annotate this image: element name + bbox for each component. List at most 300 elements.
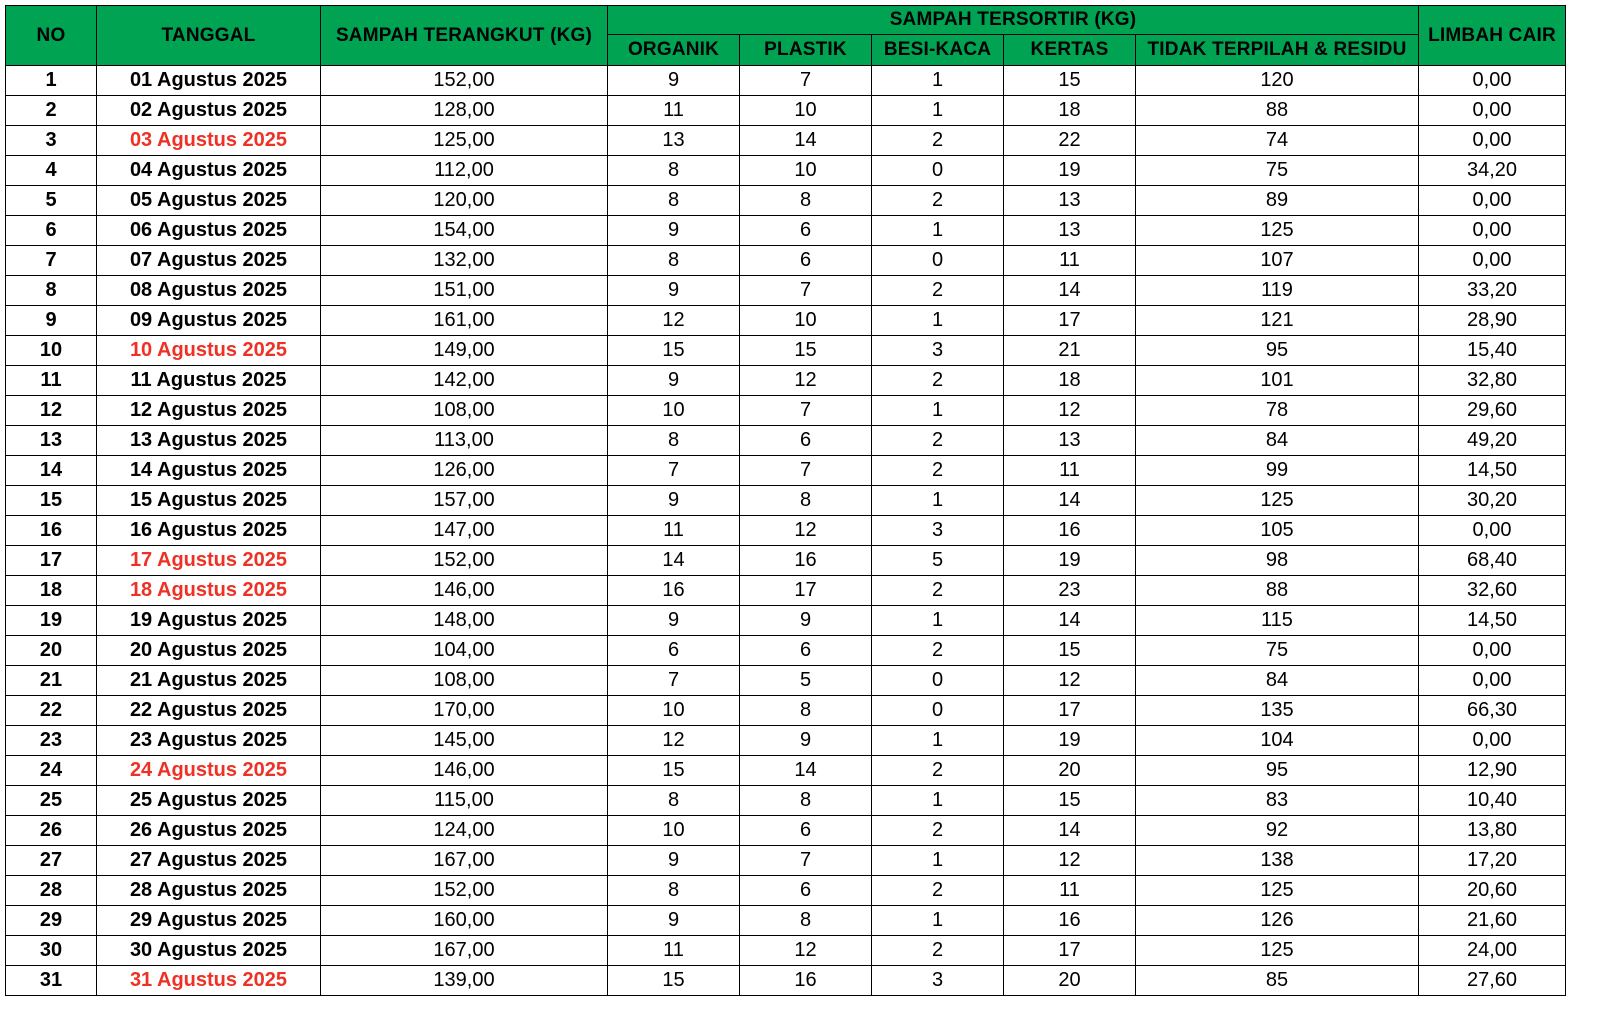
- cell-kertas: 23: [1004, 576, 1136, 606]
- cell-kertas: 15: [1004, 66, 1136, 96]
- cell-plastik: 8: [740, 186, 872, 216]
- cell-no: 23: [6, 726, 97, 756]
- cell-terangkut: 132,00: [321, 246, 608, 276]
- header-besi-kaca: BESI-KACA: [872, 35, 1004, 66]
- cell-no: 17: [6, 546, 97, 576]
- cell-residu: 104: [1136, 726, 1419, 756]
- cell-kertas: 20: [1004, 756, 1136, 786]
- cell-plastik: 6: [740, 426, 872, 456]
- cell-terangkut: 142,00: [321, 366, 608, 396]
- table-row: [6, 576, 1566, 606]
- cell-kertas: 15: [1004, 636, 1136, 666]
- cell-terangkut: 108,00: [321, 666, 608, 696]
- cell-plastik: 12: [740, 516, 872, 546]
- cell-kertas: 17: [1004, 696, 1136, 726]
- cell-plastik: 8: [740, 786, 872, 816]
- cell-no: 11: [6, 366, 97, 396]
- header-tanggal: TANGGAL: [97, 6, 321, 66]
- cell-residu: 125: [1136, 216, 1419, 246]
- cell-limbah-cair: 21,60: [1419, 906, 1566, 936]
- cell-residu: 78: [1136, 396, 1419, 426]
- cell-plastik: 7: [740, 456, 872, 486]
- table-row: [6, 966, 1566, 996]
- cell-besi-kaca: 1: [872, 96, 1004, 126]
- cell-limbah-cair: 0,00: [1419, 96, 1566, 126]
- cell-terangkut: 160,00: [321, 906, 608, 936]
- cell-besi-kaca: 2: [872, 636, 1004, 666]
- cell-kertas: 11: [1004, 456, 1136, 486]
- cell-kertas: 19: [1004, 156, 1136, 186]
- cell-limbah-cair: 28,90: [1419, 306, 1566, 336]
- cell-plastik: 6: [740, 216, 872, 246]
- table-row: [6, 726, 1566, 756]
- cell-organik: 15: [608, 756, 740, 786]
- cell-terangkut: 124,00: [321, 816, 608, 846]
- header-plastik: PLASTIK: [740, 35, 872, 66]
- cell-limbah-cair: 0,00: [1419, 726, 1566, 756]
- table-row: [6, 366, 1566, 396]
- cell-limbah-cair: 33,20: [1419, 276, 1566, 306]
- cell-plastik: 8: [740, 486, 872, 516]
- cell-kertas: 19: [1004, 726, 1136, 756]
- cell-tanggal: 03 Agustus 2025: [97, 126, 321, 156]
- table-row: [6, 606, 1566, 636]
- cell-organik: 6: [608, 636, 740, 666]
- cell-tanggal: 12 Agustus 2025: [97, 396, 321, 426]
- cell-no: 22: [6, 696, 97, 726]
- cell-organik: 16: [608, 576, 740, 606]
- table-row: [6, 666, 1566, 696]
- cell-residu: 74: [1136, 126, 1419, 156]
- cell-limbah-cair: 17,20: [1419, 846, 1566, 876]
- cell-no: 5: [6, 186, 97, 216]
- cell-tanggal: 13 Agustus 2025: [97, 426, 321, 456]
- cell-terangkut: 161,00: [321, 306, 608, 336]
- table-row: [6, 216, 1566, 246]
- cell-tanggal: 17 Agustus 2025: [97, 546, 321, 576]
- cell-plastik: 6: [740, 636, 872, 666]
- cell-kertas: 18: [1004, 96, 1136, 126]
- cell-limbah-cair: 24,00: [1419, 936, 1566, 966]
- cell-besi-kaca: 0: [872, 666, 1004, 696]
- cell-organik: 10: [608, 696, 740, 726]
- cell-plastik: 10: [740, 96, 872, 126]
- table-row: [6, 126, 1566, 156]
- cell-organik: 9: [608, 276, 740, 306]
- cell-tanggal: 23 Agustus 2025: [97, 726, 321, 756]
- cell-no: 29: [6, 906, 97, 936]
- cell-besi-kaca: 1: [872, 786, 1004, 816]
- cell-limbah-cair: 0,00: [1419, 216, 1566, 246]
- cell-residu: 138: [1136, 846, 1419, 876]
- cell-no: 7: [6, 246, 97, 276]
- cell-organik: 12: [608, 306, 740, 336]
- cell-terangkut: 125,00: [321, 126, 608, 156]
- cell-no: 3: [6, 126, 97, 156]
- cell-tanggal: 18 Agustus 2025: [97, 576, 321, 606]
- cell-organik: 8: [608, 876, 740, 906]
- cell-residu: 95: [1136, 336, 1419, 366]
- cell-residu: 75: [1136, 156, 1419, 186]
- cell-terangkut: 146,00: [321, 756, 608, 786]
- table-body: [6, 66, 1566, 996]
- cell-kertas: 18: [1004, 366, 1136, 396]
- cell-organik: 14: [608, 546, 740, 576]
- table-row: [6, 936, 1566, 966]
- table-row: [6, 786, 1566, 816]
- header-sampah-tersortir: SAMPAH TERSORTIR (KG): [608, 6, 1419, 35]
- cell-limbah-cair: 49,20: [1419, 426, 1566, 456]
- cell-organik: 10: [608, 396, 740, 426]
- cell-terangkut: 120,00: [321, 186, 608, 216]
- cell-residu: 115: [1136, 606, 1419, 636]
- cell-terangkut: 170,00: [321, 696, 608, 726]
- cell-terangkut: 167,00: [321, 936, 608, 966]
- cell-tanggal: 22 Agustus 2025: [97, 696, 321, 726]
- cell-residu: 84: [1136, 426, 1419, 456]
- table-row: [6, 186, 1566, 216]
- table-row: [6, 486, 1566, 516]
- cell-residu: 88: [1136, 576, 1419, 606]
- cell-no: 6: [6, 216, 97, 246]
- cell-limbah-cair: 14,50: [1419, 456, 1566, 486]
- table-row: [6, 66, 1566, 96]
- cell-terangkut: 145,00: [321, 726, 608, 756]
- cell-limbah-cair: 0,00: [1419, 666, 1566, 696]
- cell-tanggal: 10 Agustus 2025: [97, 336, 321, 366]
- cell-tanggal: 16 Agustus 2025: [97, 516, 321, 546]
- cell-no: 26: [6, 816, 97, 846]
- cell-plastik: 14: [740, 126, 872, 156]
- cell-organik: 8: [608, 246, 740, 276]
- cell-no: 21: [6, 666, 97, 696]
- cell-organik: 13: [608, 126, 740, 156]
- cell-plastik: 5: [740, 666, 872, 696]
- cell-no: 19: [6, 606, 97, 636]
- cell-no: 2: [6, 96, 97, 126]
- cell-limbah-cair: 0,00: [1419, 186, 1566, 216]
- cell-besi-kaca: 5: [872, 546, 1004, 576]
- cell-plastik: 16: [740, 966, 872, 996]
- cell-limbah-cair: 30,20: [1419, 486, 1566, 516]
- cell-tanggal: 15 Agustus 2025: [97, 486, 321, 516]
- cell-organik: 9: [608, 216, 740, 246]
- cell-residu: 101: [1136, 366, 1419, 396]
- table-row: [6, 636, 1566, 666]
- cell-kertas: 17: [1004, 936, 1136, 966]
- cell-residu: 125: [1136, 486, 1419, 516]
- cell-no: 13: [6, 426, 97, 456]
- cell-terangkut: 152,00: [321, 876, 608, 906]
- cell-plastik: 14: [740, 756, 872, 786]
- cell-besi-kaca: 1: [872, 906, 1004, 936]
- cell-tanggal: 06 Agustus 2025: [97, 216, 321, 246]
- cell-kertas: 13: [1004, 216, 1136, 246]
- cell-limbah-cair: 10,40: [1419, 786, 1566, 816]
- table-row: [6, 396, 1566, 426]
- cell-residu: 126: [1136, 906, 1419, 936]
- cell-no: 31: [6, 966, 97, 996]
- cell-kertas: 13: [1004, 426, 1136, 456]
- cell-besi-kaca: 0: [872, 696, 1004, 726]
- cell-tanggal: 24 Agustus 2025: [97, 756, 321, 786]
- cell-tanggal: 09 Agustus 2025: [97, 306, 321, 336]
- cell-tanggal: 05 Agustus 2025: [97, 186, 321, 216]
- cell-no: 24: [6, 756, 97, 786]
- cell-besi-kaca: 2: [872, 576, 1004, 606]
- cell-kertas: 14: [1004, 606, 1136, 636]
- cell-tanggal: 07 Agustus 2025: [97, 246, 321, 276]
- cell-no: 8: [6, 276, 97, 306]
- header-organik: ORGANIK: [608, 35, 740, 66]
- cell-kertas: 14: [1004, 486, 1136, 516]
- cell-besi-kaca: 0: [872, 246, 1004, 276]
- cell-besi-kaca: 2: [872, 126, 1004, 156]
- cell-no: 15: [6, 486, 97, 516]
- cell-residu: 105: [1136, 516, 1419, 546]
- cell-terangkut: 149,00: [321, 336, 608, 366]
- cell-tanggal: 20 Agustus 2025: [97, 636, 321, 666]
- cell-limbah-cair: 20,60: [1419, 876, 1566, 906]
- cell-limbah-cair: 29,60: [1419, 396, 1566, 426]
- cell-organik: 11: [608, 516, 740, 546]
- cell-no: 20: [6, 636, 97, 666]
- cell-plastik: 16: [740, 546, 872, 576]
- cell-organik: 7: [608, 456, 740, 486]
- cell-no: 27: [6, 846, 97, 876]
- table-row: [6, 96, 1566, 126]
- cell-terangkut: 108,00: [321, 396, 608, 426]
- table-row: [6, 156, 1566, 186]
- cell-no: 16: [6, 516, 97, 546]
- cell-no: 30: [6, 936, 97, 966]
- table-row: [6, 546, 1566, 576]
- cell-residu: 85: [1136, 966, 1419, 996]
- cell-besi-kaca: 1: [872, 306, 1004, 336]
- cell-terangkut: 126,00: [321, 456, 608, 486]
- cell-terangkut: 112,00: [321, 156, 608, 186]
- cell-besi-kaca: 2: [872, 456, 1004, 486]
- cell-organik: 8: [608, 156, 740, 186]
- cell-limbah-cair: 0,00: [1419, 246, 1566, 276]
- cell-kertas: 11: [1004, 876, 1136, 906]
- cell-limbah-cair: 32,60: [1419, 576, 1566, 606]
- cell-organik: 9: [608, 66, 740, 96]
- cell-plastik: 6: [740, 246, 872, 276]
- cell-terangkut: 104,00: [321, 636, 608, 666]
- cell-terangkut: 115,00: [321, 786, 608, 816]
- table-row: [6, 846, 1566, 876]
- cell-no: 28: [6, 876, 97, 906]
- cell-terangkut: 148,00: [321, 606, 608, 636]
- cell-residu: 107: [1136, 246, 1419, 276]
- header-kertas: KERTAS: [1004, 35, 1136, 66]
- cell-besi-kaca: 2: [872, 876, 1004, 906]
- cell-residu: 125: [1136, 876, 1419, 906]
- cell-besi-kaca: 3: [872, 516, 1004, 546]
- cell-tanggal: 31 Agustus 2025: [97, 966, 321, 996]
- cell-limbah-cair: 12,90: [1419, 756, 1566, 786]
- cell-limbah-cair: 15,40: [1419, 336, 1566, 366]
- cell-organik: 15: [608, 966, 740, 996]
- table-header: [6, 6, 1566, 66]
- table-row: [6, 456, 1566, 486]
- cell-residu: 83: [1136, 786, 1419, 816]
- cell-tanggal: 25 Agustus 2025: [97, 786, 321, 816]
- cell-tanggal: 30 Agustus 2025: [97, 936, 321, 966]
- cell-no: 9: [6, 306, 97, 336]
- cell-terangkut: 128,00: [321, 96, 608, 126]
- cell-besi-kaca: 1: [872, 846, 1004, 876]
- cell-residu: 121: [1136, 306, 1419, 336]
- cell-residu: 84: [1136, 666, 1419, 696]
- cell-organik: 12: [608, 726, 740, 756]
- cell-limbah-cair: 34,20: [1419, 156, 1566, 186]
- cell-besi-kaca: 3: [872, 966, 1004, 996]
- cell-organik: 8: [608, 186, 740, 216]
- cell-no: 18: [6, 576, 97, 606]
- cell-limbah-cair: 66,30: [1419, 696, 1566, 726]
- cell-no: 25: [6, 786, 97, 816]
- cell-plastik: 9: [740, 726, 872, 756]
- cell-plastik: 6: [740, 876, 872, 906]
- cell-limbah-cair: 0,00: [1419, 126, 1566, 156]
- cell-besi-kaca: 1: [872, 486, 1004, 516]
- cell-terangkut: 139,00: [321, 966, 608, 996]
- waste-report-table: [5, 5, 1566, 996]
- cell-organik: 11: [608, 96, 740, 126]
- cell-no: 12: [6, 396, 97, 426]
- cell-limbah-cair: 0,00: [1419, 636, 1566, 666]
- cell-tanggal: 28 Agustus 2025: [97, 876, 321, 906]
- cell-residu: 135: [1136, 696, 1419, 726]
- cell-terangkut: 113,00: [321, 426, 608, 456]
- cell-no: 14: [6, 456, 97, 486]
- cell-plastik: 8: [740, 696, 872, 726]
- cell-kertas: 12: [1004, 396, 1136, 426]
- cell-kertas: 12: [1004, 666, 1136, 696]
- cell-kertas: 14: [1004, 816, 1136, 846]
- header-residu: TIDAK TERPILAH & RESIDU: [1136, 35, 1419, 66]
- cell-residu: 88: [1136, 96, 1419, 126]
- table-row: [6, 306, 1566, 336]
- cell-terangkut: 154,00: [321, 216, 608, 246]
- cell-tanggal: 19 Agustus 2025: [97, 606, 321, 636]
- cell-besi-kaca: 3: [872, 336, 1004, 366]
- table-row: [6, 906, 1566, 936]
- cell-besi-kaca: 2: [872, 426, 1004, 456]
- cell-terangkut: 167,00: [321, 846, 608, 876]
- cell-limbah-cair: 0,00: [1419, 516, 1566, 546]
- cell-residu: 98: [1136, 546, 1419, 576]
- cell-kertas: 21: [1004, 336, 1136, 366]
- cell-residu: 120: [1136, 66, 1419, 96]
- cell-limbah-cair: 14,50: [1419, 606, 1566, 636]
- cell-limbah-cair: 32,80: [1419, 366, 1566, 396]
- table-row: [6, 876, 1566, 906]
- cell-tanggal: 08 Agustus 2025: [97, 276, 321, 306]
- cell-plastik: 8: [740, 906, 872, 936]
- cell-plastik: 9: [740, 606, 872, 636]
- cell-plastik: 7: [740, 276, 872, 306]
- cell-kertas: 13: [1004, 186, 1136, 216]
- cell-no: 10: [6, 336, 97, 366]
- cell-besi-kaca: 1: [872, 726, 1004, 756]
- cell-organik: 10: [608, 816, 740, 846]
- cell-organik: 8: [608, 426, 740, 456]
- cell-tanggal: 14 Agustus 2025: [97, 456, 321, 486]
- cell-besi-kaca: 2: [872, 816, 1004, 846]
- table-row: [6, 516, 1566, 546]
- header-no: NO: [6, 6, 97, 66]
- cell-terangkut: 151,00: [321, 276, 608, 306]
- cell-tanggal: 01 Agustus 2025: [97, 66, 321, 96]
- cell-besi-kaca: 1: [872, 216, 1004, 246]
- cell-terangkut: 157,00: [321, 486, 608, 516]
- cell-plastik: 17: [740, 576, 872, 606]
- cell-tanggal: 11 Agustus 2025: [97, 366, 321, 396]
- cell-organik: 11: [608, 936, 740, 966]
- table-row: [6, 696, 1566, 726]
- table-row: [6, 276, 1566, 306]
- cell-limbah-cair: 68,40: [1419, 546, 1566, 576]
- cell-kertas: 14: [1004, 276, 1136, 306]
- table-row: [6, 816, 1566, 846]
- cell-besi-kaca: 2: [872, 366, 1004, 396]
- cell-besi-kaca: 2: [872, 276, 1004, 306]
- cell-kertas: 16: [1004, 906, 1136, 936]
- cell-residu: 92: [1136, 816, 1419, 846]
- cell-kertas: 16: [1004, 516, 1136, 546]
- cell-residu: 75: [1136, 636, 1419, 666]
- cell-limbah-cair: 0,00: [1419, 66, 1566, 96]
- cell-residu: 89: [1136, 186, 1419, 216]
- cell-residu: 95: [1136, 756, 1419, 786]
- cell-plastik: 15: [740, 336, 872, 366]
- cell-no: 1: [6, 66, 97, 96]
- cell-terangkut: 152,00: [321, 66, 608, 96]
- cell-kertas: 20: [1004, 966, 1136, 996]
- cell-plastik: 6: [740, 816, 872, 846]
- cell-no: 4: [6, 156, 97, 186]
- table-row: [6, 756, 1566, 786]
- cell-tanggal: 26 Agustus 2025: [97, 816, 321, 846]
- cell-limbah-cair: 13,80: [1419, 816, 1566, 846]
- cell-kertas: 11: [1004, 246, 1136, 276]
- cell-plastik: 10: [740, 306, 872, 336]
- cell-organik: 9: [608, 366, 740, 396]
- cell-plastik: 7: [740, 396, 872, 426]
- cell-kertas: 17: [1004, 306, 1136, 336]
- header-sampah-terangkut: SAMPAH TERANGKUT (KG): [321, 6, 608, 66]
- cell-organik: 9: [608, 606, 740, 636]
- cell-tanggal: 29 Agustus 2025: [97, 906, 321, 936]
- cell-kertas: 15: [1004, 786, 1136, 816]
- cell-besi-kaca: 2: [872, 936, 1004, 966]
- cell-kertas: 19: [1004, 546, 1136, 576]
- table-row: [6, 336, 1566, 366]
- cell-plastik: 12: [740, 936, 872, 966]
- cell-tanggal: 27 Agustus 2025: [97, 846, 321, 876]
- cell-terangkut: 147,00: [321, 516, 608, 546]
- cell-limbah-cair: 27,60: [1419, 966, 1566, 996]
- cell-tanggal: 04 Agustus 2025: [97, 156, 321, 186]
- cell-plastik: 12: [740, 366, 872, 396]
- header-limbah-cair: LIMBAH CAIR: [1419, 6, 1566, 66]
- cell-besi-kaca: 0: [872, 156, 1004, 186]
- cell-organik: 7: [608, 666, 740, 696]
- cell-terangkut: 152,00: [321, 546, 608, 576]
